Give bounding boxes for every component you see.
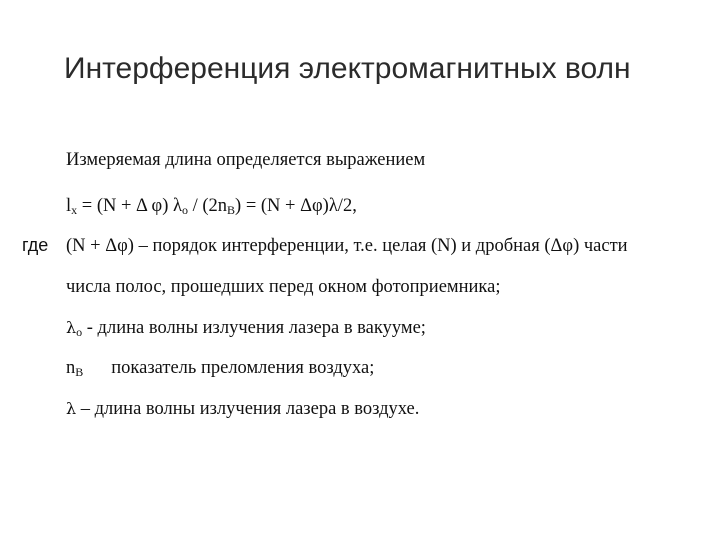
- lambda0-text: - длина волны излучения лазера в вакууме;: [82, 318, 426, 338]
- lambda-air-text: – длина волны излучения лазера в воздухе.: [76, 399, 420, 419]
- nb-line: [66, 358, 374, 380]
- lambda0-line: [66, 318, 426, 340]
- formula-sub-b: B: [227, 203, 236, 217]
- formula-part3: ) = (N + Δφ)λ/2,: [235, 196, 357, 216]
- lambda0-symbol: λ: [66, 318, 77, 337]
- slide-title: Интерференция электромагнитных волн: [64, 52, 631, 85]
- fringes-line: числа полос, прошедших перед окном фотоприемника;: [66, 277, 501, 297]
- where-label: где: [22, 235, 49, 255]
- formula-lhs-sub: x: [71, 203, 78, 217]
- nb-sub: B: [75, 365, 84, 379]
- nb-text: показатель преломления воздуха;: [111, 358, 375, 378]
- formula-part2: / (2n: [187, 196, 228, 216]
- intro-text: Измеряемая длина определяется выражением: [66, 150, 426, 170]
- lambda0-sub: o: [76, 325, 83, 339]
- nb-symbol: n: [66, 358, 76, 378]
- formula-line: [66, 196, 357, 218]
- order-line: (N + Δφ) – порядок интерференции, т.е. целая (N) и дробная (Δφ) части: [66, 236, 628, 256]
- lambda-air-symbol: λ: [66, 399, 77, 418]
- lambda-air-line: [66, 399, 419, 420]
- formula-sub-o: o: [181, 203, 188, 217]
- formula-lhs: l: [66, 196, 72, 216]
- formula-part1: = (N + Δ φ) λ: [77, 196, 182, 216]
